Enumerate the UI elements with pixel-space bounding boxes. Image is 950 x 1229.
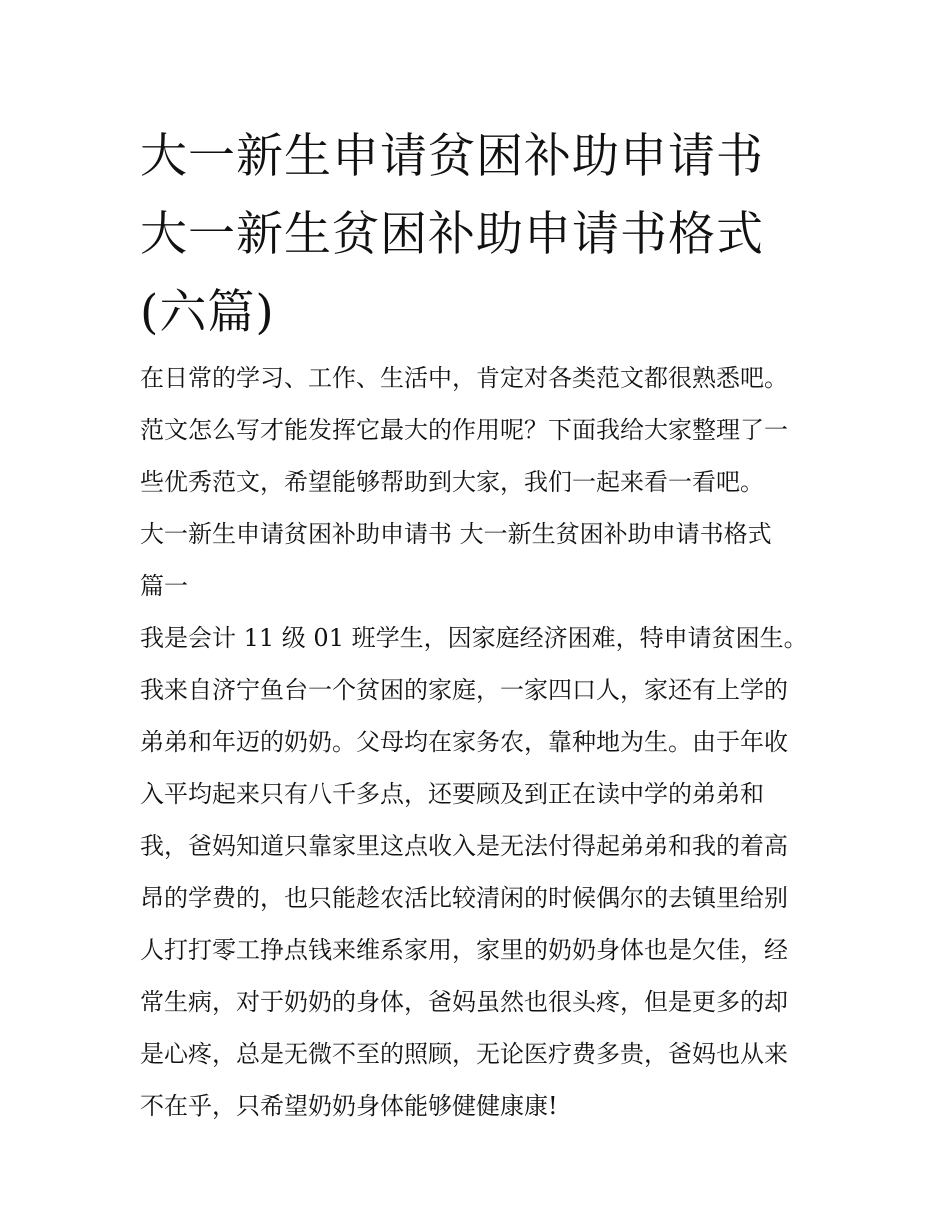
text-line: 范文怎么写才能发挥它最大的作用呢？下面我给大家整理了一 [140,416,788,444]
body-paragraph [140,612,820,1132]
text-line: 入平均起来只有八千多点，还要顾及到正在读中学的弟弟和 [140,780,764,808]
document-body [140,352,820,1132]
text-line: 在日常的学习、工作、生活中，肯定对各类范文都很熟悉吧。 [140,364,788,392]
text-line: 篇一 [140,572,188,600]
document-title [140,118,820,352]
title-line: 大一新生申请贫困补助申请书 [140,129,764,184]
text-line: 人打打零工挣点钱来维系家用，家里的奶奶身体也是欠佳，经 [140,936,788,964]
text-line: 我来自济宁鱼台一个贫困的家庭，一家四口人，家还有上学的 [140,676,788,704]
text-line: 我，爸妈知道只靠家里这点收入是无法付得起弟弟和我的着高 [140,832,788,860]
title-line: 大一新生贫困补助申请书格式 [140,207,764,262]
text-line: 常生病，对于奶奶的身体，爸妈虽然也很头疼，但是更多的却 [140,988,788,1016]
text-line: 大一新生申请贫困补助申请书 大一新生贫困补助申请书格式 [140,520,772,548]
text-line: 我是会计 11 级 01 班学生，因家庭经济困难，特申请贫困生。 [140,624,808,652]
text-line: 些优秀范文，希望能够帮助到大家，我们一起来看一看吧。 [140,468,764,496]
text-line: 是心疼，总是无微不至的照顾，无论医疗费多贵，爸妈也从来 [140,1040,788,1068]
text-line: 昂的学费的，也只能趁农活比较清闲的时候偶尔的去镇里给别 [140,884,788,912]
title-line: (六篇) [140,285,275,340]
section-heading [140,508,820,612]
text-line: 弟弟和年迈的奶奶。父母均在家务农，靠种地为生。由于年收 [140,728,788,756]
text-line: 不在乎，只希望奶奶身体能够健健康康! [140,1092,558,1120]
intro-paragraph [140,352,820,508]
